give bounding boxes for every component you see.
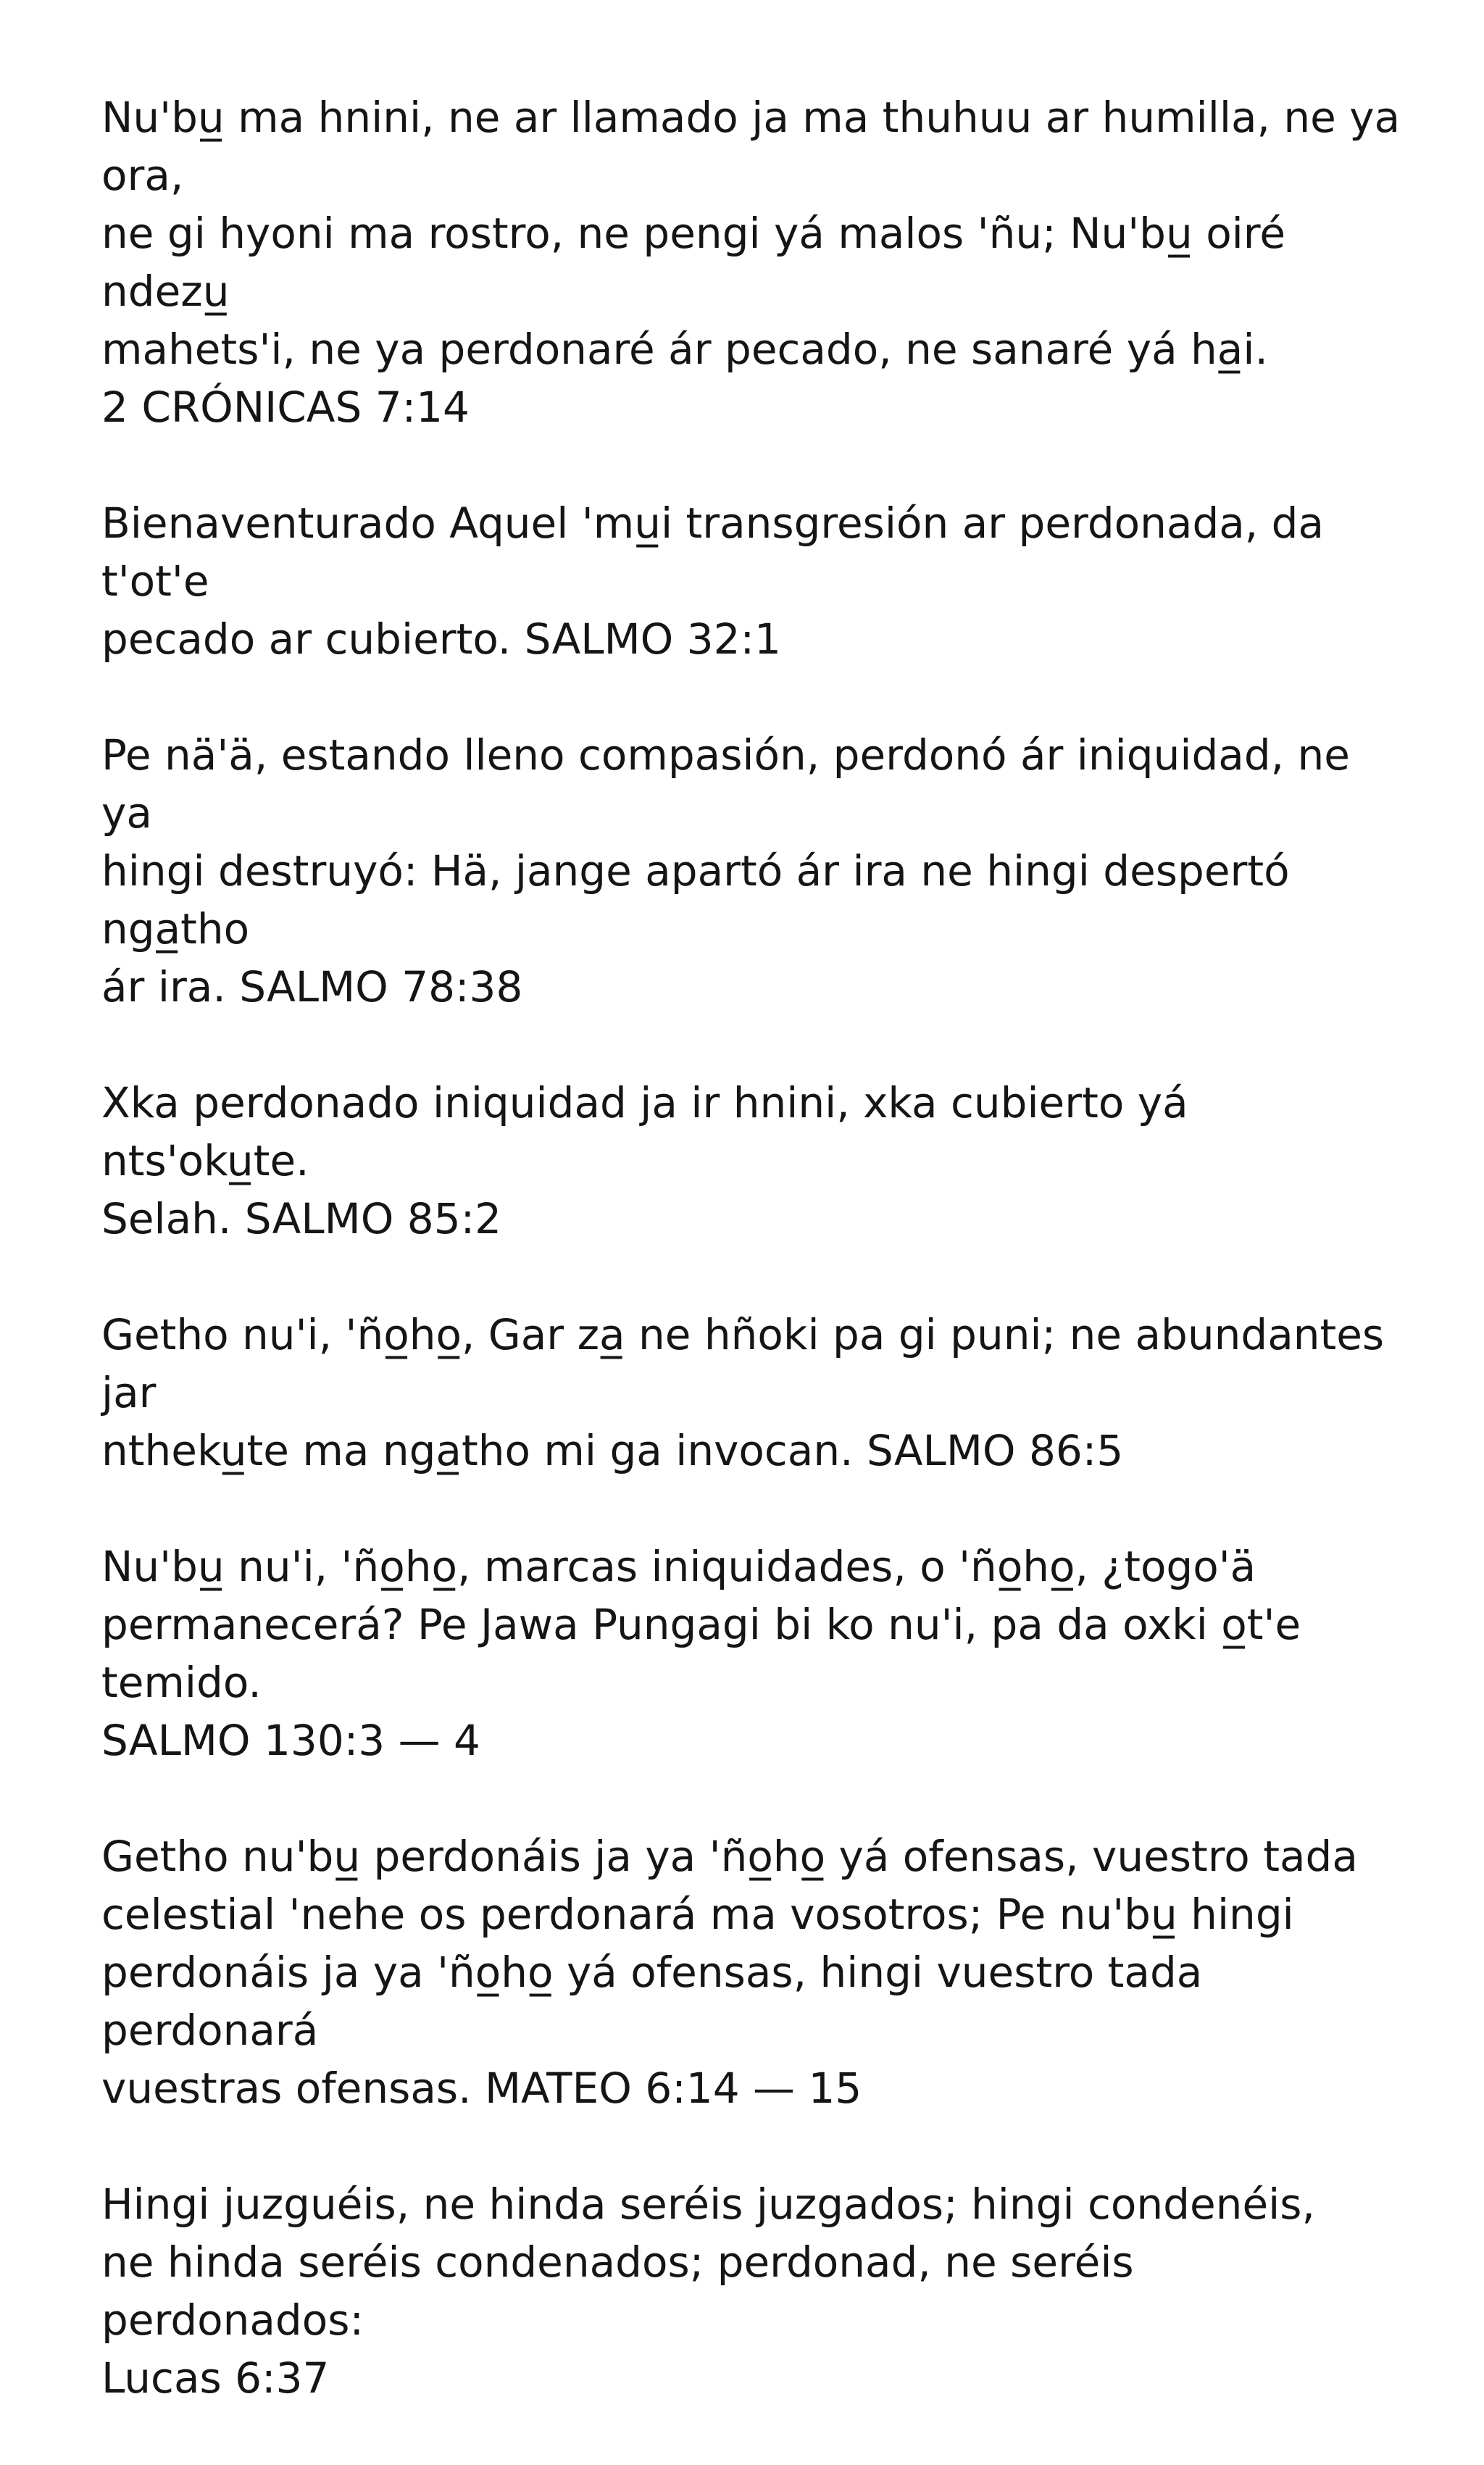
verse-salmo-78-38: Pe nä'ä, estando lleno compasión, perdonó ár iniquidad, ne ya hingi destruyó: Hä, jange apartó ár ira ne hingi despertó nga̲tho ár ira. SALMO 78:38 bbox=[101, 730, 1350, 1012]
document-page bbox=[101, 88, 1406, 2465]
verse-salmo-86-5: Getho nu'i, 'ño̲ho̲, Gar za̲ ne hñoki pa gi puni; ne abundantes jar ntheku̲te ma nga̲tho mi ga invocan. SALMO 86:5 bbox=[101, 1310, 1385, 1475]
verse-lucas-6-37: Hingi juzguéis, ne hinda seréis juzgados; hingi condenéis, ne hinda seréis condenados; perdonad, ne seréis perdonados: Lucas 6:37 bbox=[101, 2180, 1315, 2403]
verse-2-cronicas-7-14: Nu'bu̲ ma hnini, ne ar llamado ja ma thuhuu ar humilla, ne ya ora, ne gi hyoni ma rostro, ne pengi yá malos 'ñu; Nu'bu̲ oiré ndezu̲ mahets'i, ne ya perdonaré ár pecado, ne sanaré yá ha̲i. 2 CRÓNICAS 7:14 bbox=[101, 93, 1401, 432]
verse-mateo-6-14-15: Getho nu'bu̲ perdonáis ja ya 'ño̲ho̲ yá ofensas, vuestro tada celestial 'nehe os perdonará ma vosotros; Pe nu'bu̲ hingi perdonáis ja ya 'ño̲ho̲ yá ofensas, hingi vuestro tada perdonará vuestras ofensas. MATEO 6:14 — 15 bbox=[101, 1832, 1358, 2113]
verse-salmo-130-3-4: Nu'bu̲ nu'i, 'ño̲ho̲, marcas iniquidades, o 'ño̲ho̲, ¿togo'ä permanecerá? Pe Jawa Pungagi bi ko nu'i, pa da oxki o̲t'e temido. SALMO 130:3 — 4 bbox=[101, 1542, 1301, 1765]
verse-salmo-32-1: Bienaventurado Aquel 'mu̲i transgresión ar perdonada, da t'ot'e pecado ar cubierto. SALMO 32:1 bbox=[101, 499, 1325, 664]
verse-salmo-85-2: Xka perdonado iniquidad ja ir hnini, xka cubierto yá nts'oku̲te. Selah. SALMO 85:2 bbox=[101, 1078, 1188, 1243]
